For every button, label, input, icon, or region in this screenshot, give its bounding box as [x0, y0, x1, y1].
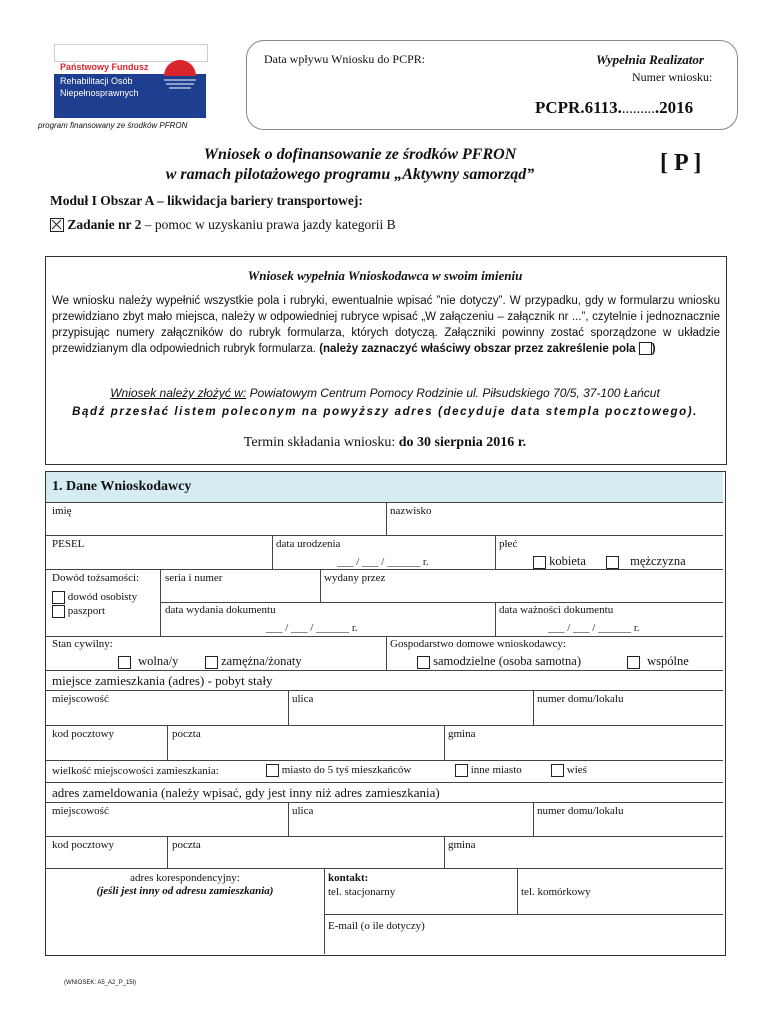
deadline-date: do 30 sierpnia 2016 r.: [398, 435, 527, 450]
instructions-bold: (należy zaznaczyć właściwy obszar przez zakreślenie pola: [319, 343, 636, 355]
reg-town-label: miejscowość: [52, 805, 109, 817]
case-number-prefix: PCPR.6113.: [535, 98, 622, 117]
example-checkbox: [639, 342, 652, 355]
module-heading: Moduł I Obszar A – likwidacja bariery transportowej:: [50, 193, 363, 208]
single-label: wolna/y: [138, 654, 179, 668]
mobile-label: tel. komórkowy: [521, 886, 591, 898]
passport-label: paszport: [67, 605, 106, 618]
household-shared-label: wspólne: [647, 654, 689, 668]
reg-street-label: ulica: [292, 805, 314, 817]
birth-date-label: data urodzenia: [276, 538, 341, 550]
instructions-text: We wniosku należy wypełnić wszystkie pola i rubryki, ewentualnie wpisać ”nie dotyczy”. W przypadku, gdy w formularzu wniosku przewidziano zbyt mało miejsca, należy w odpowiedniej rubryce wpisać „W załączeniu – załącznik nr ...”, czytelnie i jednoznacznie przypisując numery załączników do rubryk formularza, których dotyczą. Załączniki powinny zostać sporządzone w układzie przewidzianym dla odpowiednich rubryk formularza.: [52, 295, 720, 355]
fill-by-label: Wypełnia Realizator: [596, 52, 704, 67]
id-document-label: Dowód tożsamości:: [52, 572, 140, 584]
sex-male: [606, 554, 686, 569]
sex-female: [533, 554, 586, 569]
married-label: zamężna/żonaty: [221, 654, 302, 668]
reg-post-office-label: poczta: [172, 839, 201, 851]
commune-label: gmina: [448, 728, 476, 740]
sex-label: płeć: [499, 538, 518, 550]
marital-status-label: Stan cywilny:: [52, 638, 113, 650]
task-line: [50, 217, 396, 233]
registered-address-heading: adres zameldowania (należy wpisać, gdy jest inny niż adres zamieszkania): [52, 785, 440, 800]
submit-location-label: Wniosek należy złożyć w:: [110, 386, 247, 400]
reg-house-number-label: numer domu/lokalu: [537, 805, 624, 817]
married-checkbox[interactable]: [205, 656, 218, 669]
household-single-label: samodzielne (osoba samotna): [433, 654, 581, 668]
expiry-date-label: data ważności dokumentu: [499, 604, 614, 616]
house-number-label: numer domu/lokalu: [537, 693, 624, 705]
household-label: Gospodarstwo domowe wnioskodawcy:: [390, 638, 566, 650]
case-number-dots: ………: [621, 104, 655, 116]
instructions-paragraph: [52, 293, 720, 357]
expiry-date-field[interactable]: ___ / ___ / ______ r.: [548, 622, 640, 634]
village-option: [551, 764, 587, 777]
last-name-label: nazwisko: [390, 505, 432, 517]
id-series-label: seria i numer: [165, 572, 223, 584]
instructions-heading: Wniosek wypełnia Wnioskodawca w swoim imieniu: [247, 268, 523, 283]
case-number-suffix: .2016: [654, 98, 694, 117]
pfron-logo: [54, 44, 206, 118]
small-town-option: [266, 764, 411, 777]
male-checkbox[interactable]: [606, 556, 619, 569]
postal-code-label: kod pocztowy: [52, 728, 115, 740]
task-description: – pomoc w uzyskaniu prawa jazdy kategorii B: [141, 217, 396, 232]
received-date-label: Data wpływu Wniosku do PCPR:: [264, 52, 426, 66]
single-checkbox[interactable]: [118, 656, 131, 669]
post-office-label: poczta: [172, 728, 201, 740]
passport-checkbox[interactable]: [52, 605, 65, 618]
small-town-checkbox[interactable]: [266, 764, 279, 777]
female-checkbox[interactable]: [533, 556, 546, 569]
issue-date-field[interactable]: ___ / ___ / ______ r.: [266, 622, 358, 634]
single-option: [118, 654, 178, 669]
logo-caption: program finansowany ze środków PFRON: [38, 121, 188, 130]
section-title: 1. Dane Wnioskodawcy: [52, 479, 192, 494]
other-city-label: inne miasto: [470, 764, 522, 777]
married-option: [205, 654, 302, 669]
id-card-checkbox[interactable]: [52, 591, 65, 604]
case-number: [535, 98, 693, 118]
street-label: ulica: [292, 693, 314, 705]
household-shared-checkbox[interactable]: [627, 656, 640, 669]
village-checkbox[interactable]: [551, 764, 564, 777]
form-code: (WNIOSEK: A5_A2_P_15l): [64, 980, 137, 986]
deadline-label: Termin składania wniosku:: [243, 435, 399, 450]
email-label: E-mail (o ile dotyczy): [328, 920, 425, 932]
submit-location: [45, 386, 725, 400]
instructions-box: [45, 256, 727, 465]
household-shared-option: [627, 654, 689, 669]
issued-by-label: wydany przez: [324, 572, 386, 584]
instructions-end: ): [651, 343, 656, 355]
form-type-badge: [ P ]: [660, 150, 702, 176]
male-label: mężczyzna: [630, 554, 686, 568]
logo-line1: Państwowy Fundusz: [60, 62, 149, 72]
female-label: kobieta: [549, 554, 586, 568]
village-label: wieś: [566, 764, 587, 777]
small-town-label: miasto do 5 tyś mieszkańców: [281, 764, 412, 777]
task-label: Zadanie nr 2: [67, 217, 142, 232]
correspondence-address-note: (jeśli jest inny od adresu zamieszkania): [96, 885, 274, 897]
household-single-checkbox[interactable]: [417, 656, 430, 669]
task-checkbox[interactable]: [50, 218, 64, 232]
id-card-option: [52, 591, 137, 604]
form-title-line1: Wniosek o dofinansowanie ze środków PFRON: [203, 146, 517, 163]
household-single-option: [417, 654, 581, 669]
permanent-address-heading: miejsce zamieszkania (adres) - pobyt stały: [52, 673, 273, 688]
logo-line3: Niepełnosprawnych: [60, 88, 139, 98]
form-title-line2: w ramach pilotażowego programu „Aktywny samorząd”: [165, 166, 535, 183]
other-city-option: [455, 764, 522, 777]
landline-label: tel. stacjonarny: [328, 886, 396, 898]
town-size-label: wielkość miejscowości zamieszkania:: [52, 765, 219, 777]
first-name-label: imię: [52, 505, 72, 517]
deadline: [45, 435, 725, 451]
contact-label: kontakt:: [328, 872, 369, 884]
other-city-checkbox[interactable]: [455, 764, 468, 777]
logo-emblem-icon: [162, 58, 198, 94]
submit-location-address: Powiatowym Centrum Pomocy Rodzinie ul. Piłsudskiego 70/5, 37-100 Łańcut: [246, 386, 660, 400]
reg-postal-code-label: kod pocztowy: [52, 839, 115, 851]
town-label: miejscowość: [52, 693, 109, 705]
correspondence-address-label: adres korespondencyjny:: [130, 872, 240, 884]
mail-note: Bądź przesłać listem poleconym na powyższy adres (decyduje data stempla pocztowego).: [72, 406, 698, 418]
issue-date-label: data wydania dokumentu: [165, 604, 276, 616]
id-card-label: dowód osobisty: [67, 591, 138, 604]
pesel-label: PESEL: [52, 538, 85, 550]
number-label: Numer wniosku:: [632, 70, 713, 84]
passport-option: [52, 605, 105, 618]
logo-line2: Rehabilitacji Osób: [60, 76, 133, 86]
birth-date-field[interactable]: ___ / ___ / ______ r.: [337, 556, 429, 568]
reg-commune-label: gmina: [448, 839, 476, 851]
